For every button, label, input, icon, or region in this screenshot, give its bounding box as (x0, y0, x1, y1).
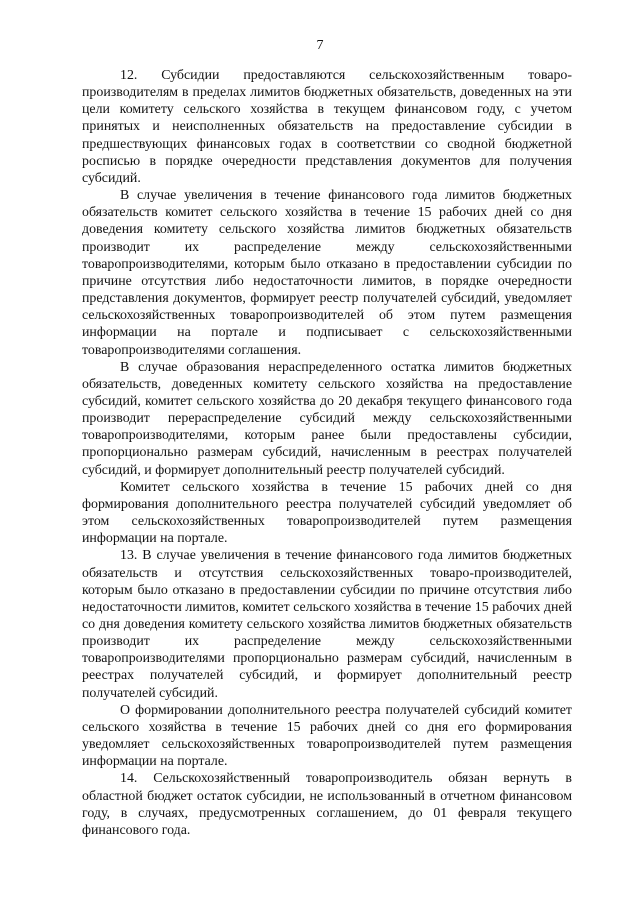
paragraph-14: 14. Сельскохозяйственный товаропроизводитель обязан вернуть в областной бюджет остаток субсидии, не использованный в отчетном финансовом году, в случаях, предусмотренных соглашением, до 01 февраля текущего финансового года. (82, 771, 572, 838)
paragraph-13-additional-registry: О формировании дополнительного реестра получателей субсидий комитет сельского хозяйства в течение 15 рабочих дней со дня его формирования уведомляет сельскохозяйственных товаропроизводителей путем размещения информации на портале. (82, 702, 572, 770)
page-number: 7 (316, 38, 324, 53)
paragraph-13: 13. В случае увеличения в течение финансового года лимитов бюджетных обязательств и отсутствия сельскохозяйственных товаро-производителей, которым было отказано в предоставлении субсидии по причине отсутствия либо недостаточности лимитов, комитет сельского хозяйства в течение 15 рабочих дней со дня доведения комитету сельского хозяйства лимитов бюджетных обязательств производит их распределение между сельскохозяйственными товаропроизводителями пропорционально размерам субсидий, начисленным в реестрах получателей субсидий, и формирует дополнительный реестр получателей субсидий. (82, 548, 572, 701)
paragraph-12-notification: Комитет сельского хозяйства в течение 15 рабочих дней со дня формирования дополнительного реестра получателей субсидий уведомляет об этом сельскохозяйственных товаропроизводителей путем размещения информации на портале. (82, 479, 572, 547)
paragraph-12-unallocated-balance: В случае образования нераспределенного остатка лимитов бюджетных обязательств, доведенных комитету сельского хозяйства на предоставление субсидий, комитет сельского хозяйства до 20 декабря текущего финансового года производит перераспределение субсидий между сельскохозяйственными товаропроизводителями, которым ранее были предоставлены субсидии, пропорционально размерам субсидий, начисленным в реестрах получателей субсидий, и формирует дополнительный реестр получателей субсидий. (82, 359, 572, 478)
paragraph-12-limits-increase: В случае увеличения в течение финансового года лимитов бюджетных обязательств комитет сельского хозяйства в течение 15 рабочих дней со дня доведения комитету сельского хозяйства лимитов бюджетных обязательств производит их распределение между сельскохозяйственными товаропроизводителями, которым было отказано в предоставлении субсидии по причине отсутствия либо недостаточности лимитов, в порядке очередности представления документов, формирует реестр получателей субсидий, уведомляет сельскохозяйственных товаропроизводителей об этом путем размещения информации на портале и подписывает с сельскохозяйственными товаропроизводителями соглашения. (82, 188, 572, 358)
document-body (82, 67, 572, 839)
paragraph-12: 12. Субсидии предоставляются сельскохозяйственным товаро-производителям в пределах лимитов бюджетных обязательств, доведенных на эти цели комитету сельского хозяйства в текущем финансовом году, с учетом принятых и неисполненных обязательств на предоставление субсидии в предшествующих финансовых годах в соответствии со сводной бюджетной росписью в порядке очередности представления документов для получения субсидий. (82, 68, 572, 186)
